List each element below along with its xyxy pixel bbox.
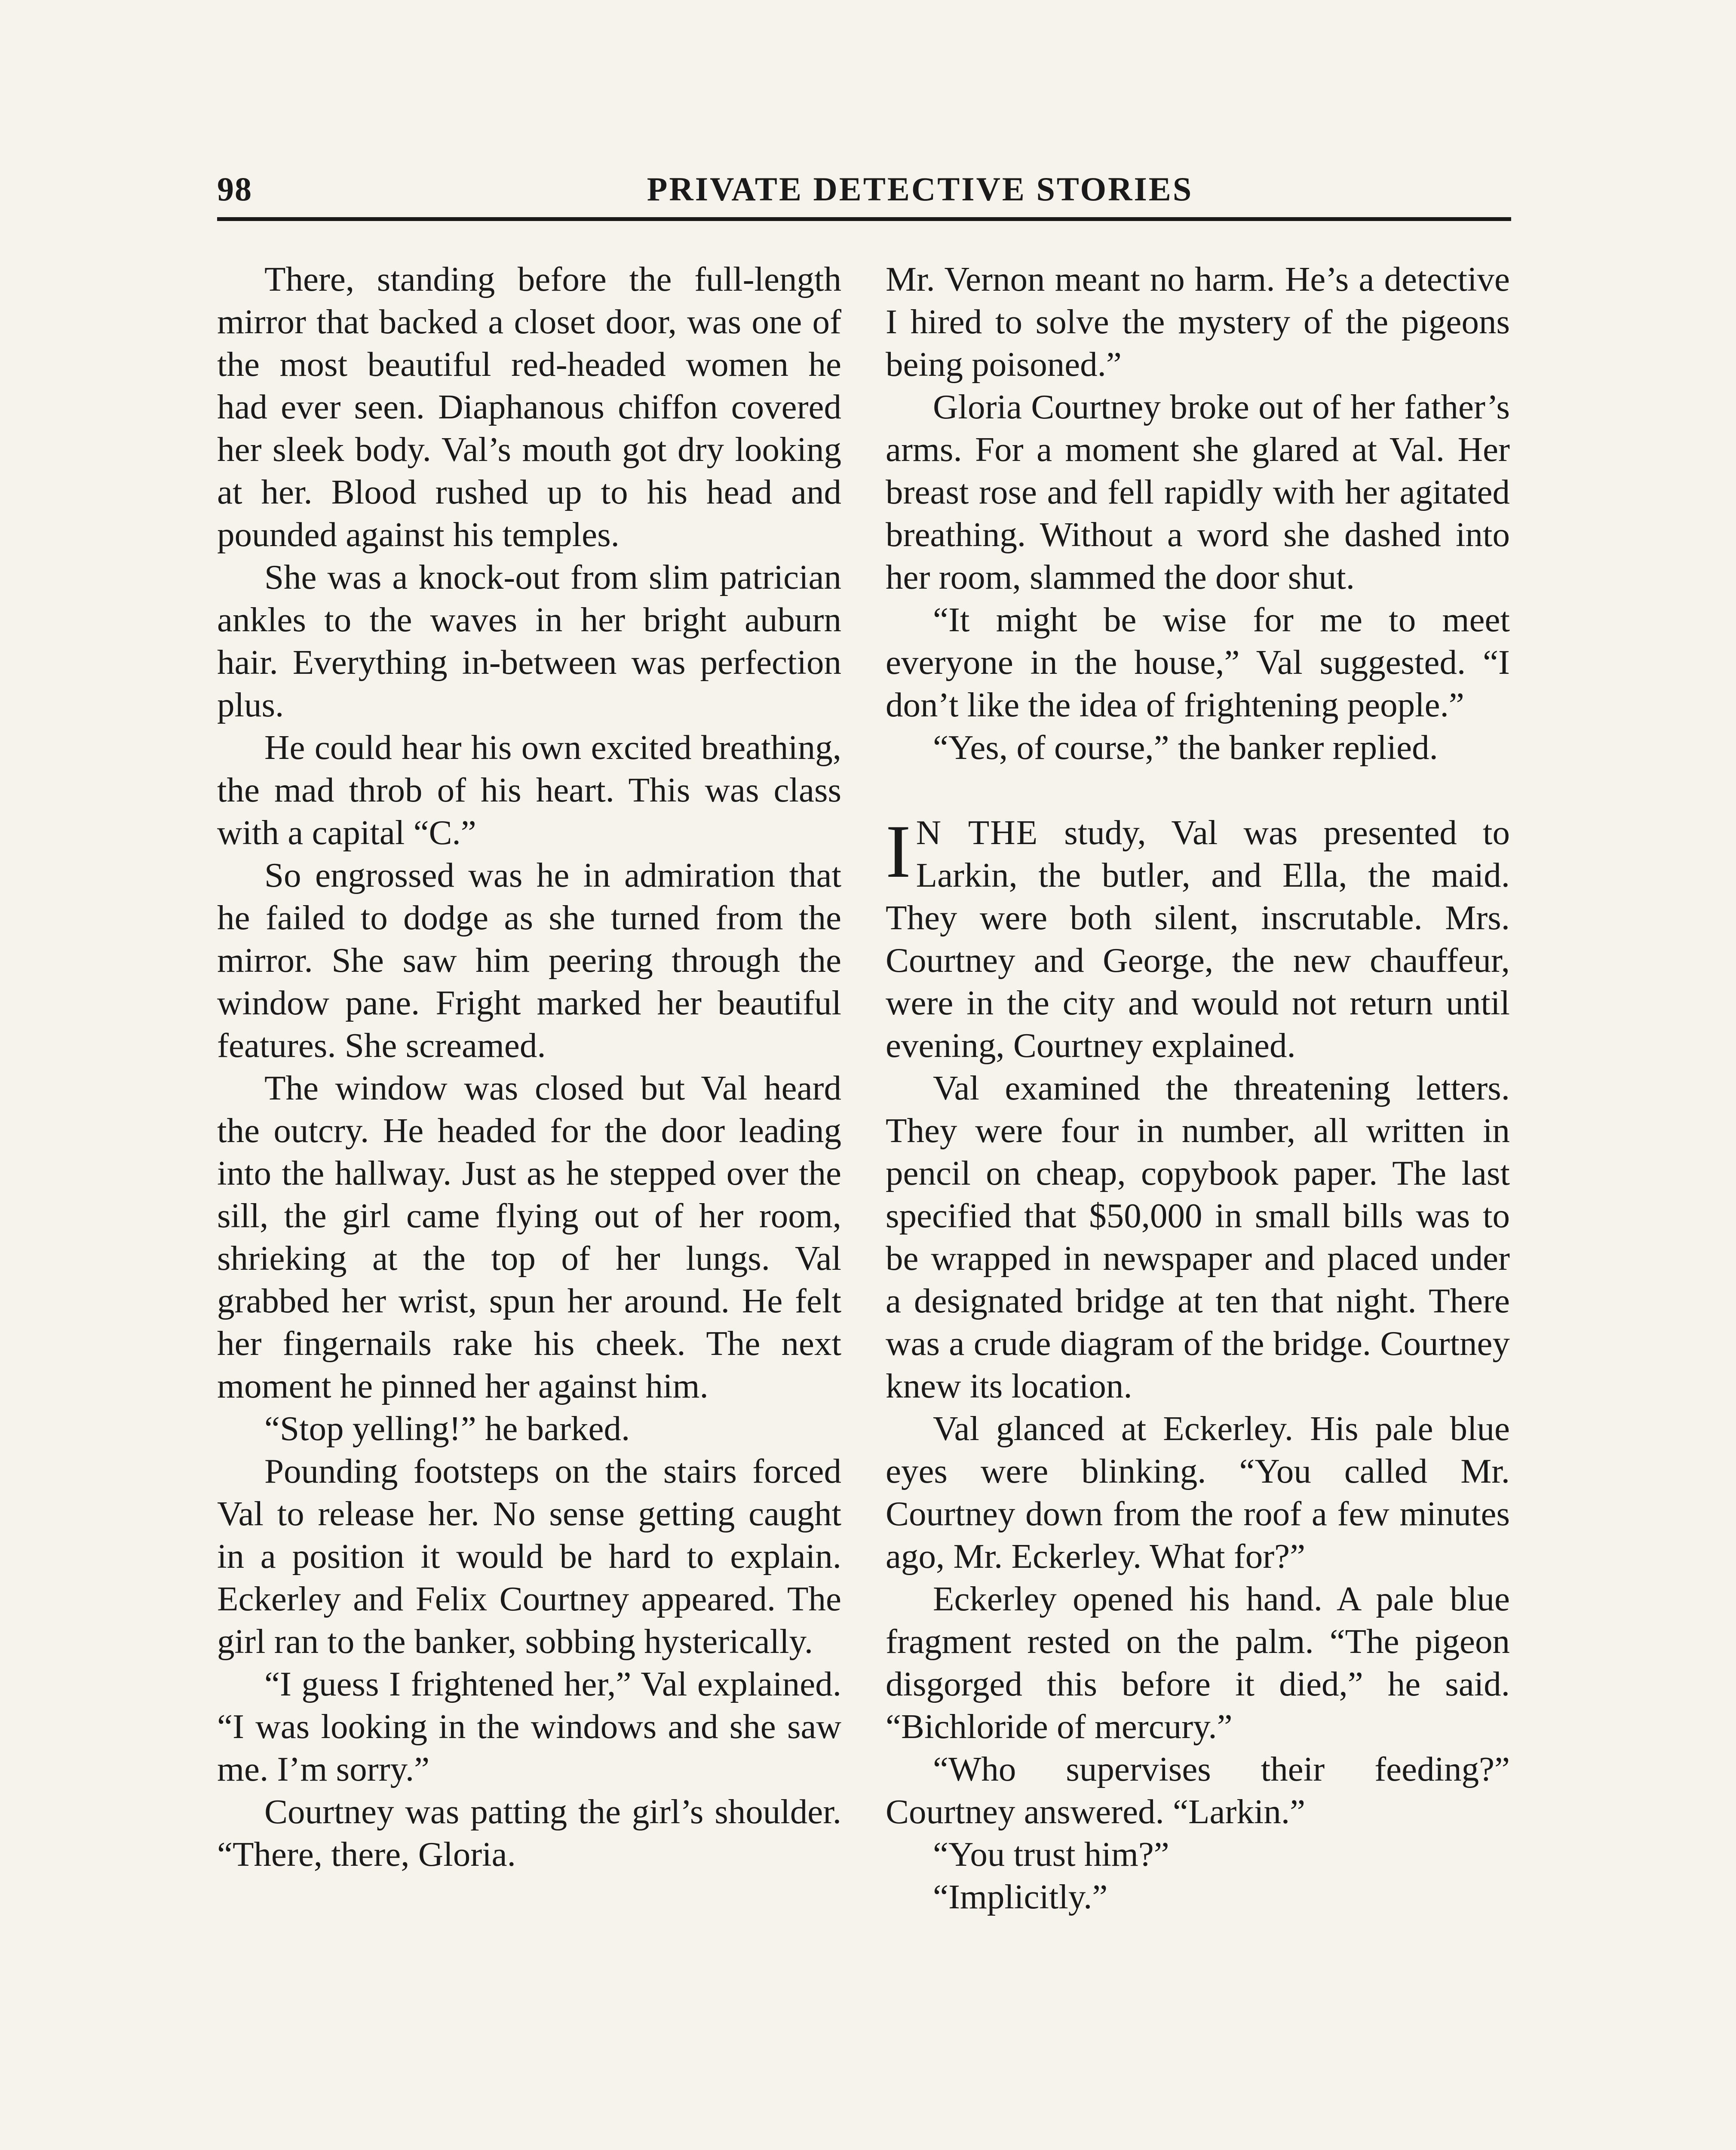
left-column: [217, 258, 841, 1876]
paragraph: “Implicitly.”: [933, 1877, 1108, 1916]
paragraph: She was a knock-out from slim patrician ankles to the waves in her bright auburn hair. Everything in-between was perfection plus.: [217, 558, 841, 724]
paragraph: The window was closed but Val heard the outcry. He headed for the door leading into the hallway. Just as he stepped over the sill, the girl came flying out of her room, shrieking at the top of her lungs. Val grabbed her wrist, spun her around. He felt her fingernails rake his cheek. The next moment he pinned her against him.: [217, 1069, 841, 1405]
running-title: PRIVATE DETECTIVE STORIES: [647, 170, 1193, 208]
paragraph: “Yes, of course,” the banker replied.: [933, 728, 1438, 767]
paragraph: “I guess I frightened her,” Val explained. “I was looking in the windows and she saw me. I’m sorry.”: [217, 1665, 841, 1788]
paragraph: So engrossed was he in admiration that he failed to dodge as she turned from the mirror. She saw him peering through the window pane. Fright marked her beautiful features. She screamed.: [217, 856, 841, 1065]
header-rule: [217, 217, 1511, 221]
paragraph: Val glanced at Eckerley. His pale blue eyes were blinking. “You called Mr. Courtney down from the roof a few minutes ago, Mr. Eckerley. What for?”: [886, 1409, 1510, 1576]
paragraph: “Who supervises their feeding?” Courtney answered. “Larkin.”: [886, 1750, 1510, 1831]
paragraph: “You trust him?”: [933, 1835, 1169, 1874]
paragraph: He could hear his own excited breathing, the mad throb of his heart. This was class with a capital “C.”: [217, 728, 841, 852]
paragraph: Eckerley opened his hand. A pale blue fragment rested on the palm. “The pigeon disgorged this before it died,” he said. “Bichloride of mercury.”: [886, 1579, 1510, 1746]
paragraph-text: study, Val was presented to Larkin, the butler, and Ella, the maid. They were both silent, inscrutable. Mrs. Courtney and George, the new chauffeur, were in the city and would not return until evening, Courtney explained.: [886, 813, 1510, 1065]
drop-cap: I: [886, 810, 911, 894]
right-column: [886, 258, 1510, 1918]
paragraph: Pounding footsteps on the stairs forced Val to release her. No sense getting caught in a position it would be hard to explain. Eckerley and Felix Courtney appeared. The girl ran to the banker, sobbing hysterically.: [217, 1452, 841, 1661]
paragraph: “Stop yelling!” he barked.: [264, 1409, 630, 1448]
paragraph: Courtney was patting the girl’s shoulder. “There, there, Gloria.: [217, 1792, 841, 1874]
paragraph: Val examined the threatening letters. They were four in number, all written in pencil on cheap, copybook paper. The last specified that $50,000 in small bills was to be wrapped in newspaper and placed under a designated bridge at ten that night. There was a crude diagram of the bridge. Courtney knew its location.: [886, 1069, 1510, 1405]
section-opening-paragraph: [886, 811, 1510, 1067]
paragraph: “It might be wise for me to meet everyone in the house,” Val suggested. “I don’t like the idea of frightening people.”: [886, 600, 1510, 724]
paragraph: Gloria Courtney broke out of her father’s arms. For a moment she glared at Val. Her breast rose and fell rapidly with her agitated breathing. Without a word she dashed into her room, slammed the door shut.: [886, 387, 1510, 596]
page-header: [217, 170, 1511, 215]
page-number: 98: [217, 170, 252, 208]
paragraph: There, standing before the full-length mirror that backed a closet door, was one of the most beautiful red-headed women he had ever seen. Diaphanous chiffon covered her sleek body. Val’s mouth got dry looking at her. Blood rushed up to his head and pounded against his temples.: [217, 260, 841, 554]
small-caps-lead: N THE: [916, 813, 1039, 852]
continued-paragraph: Mr. Vernon meant no harm. He’s a detective I hired to solve the mystery of the pigeons being poisoned.”: [886, 260, 1510, 384]
